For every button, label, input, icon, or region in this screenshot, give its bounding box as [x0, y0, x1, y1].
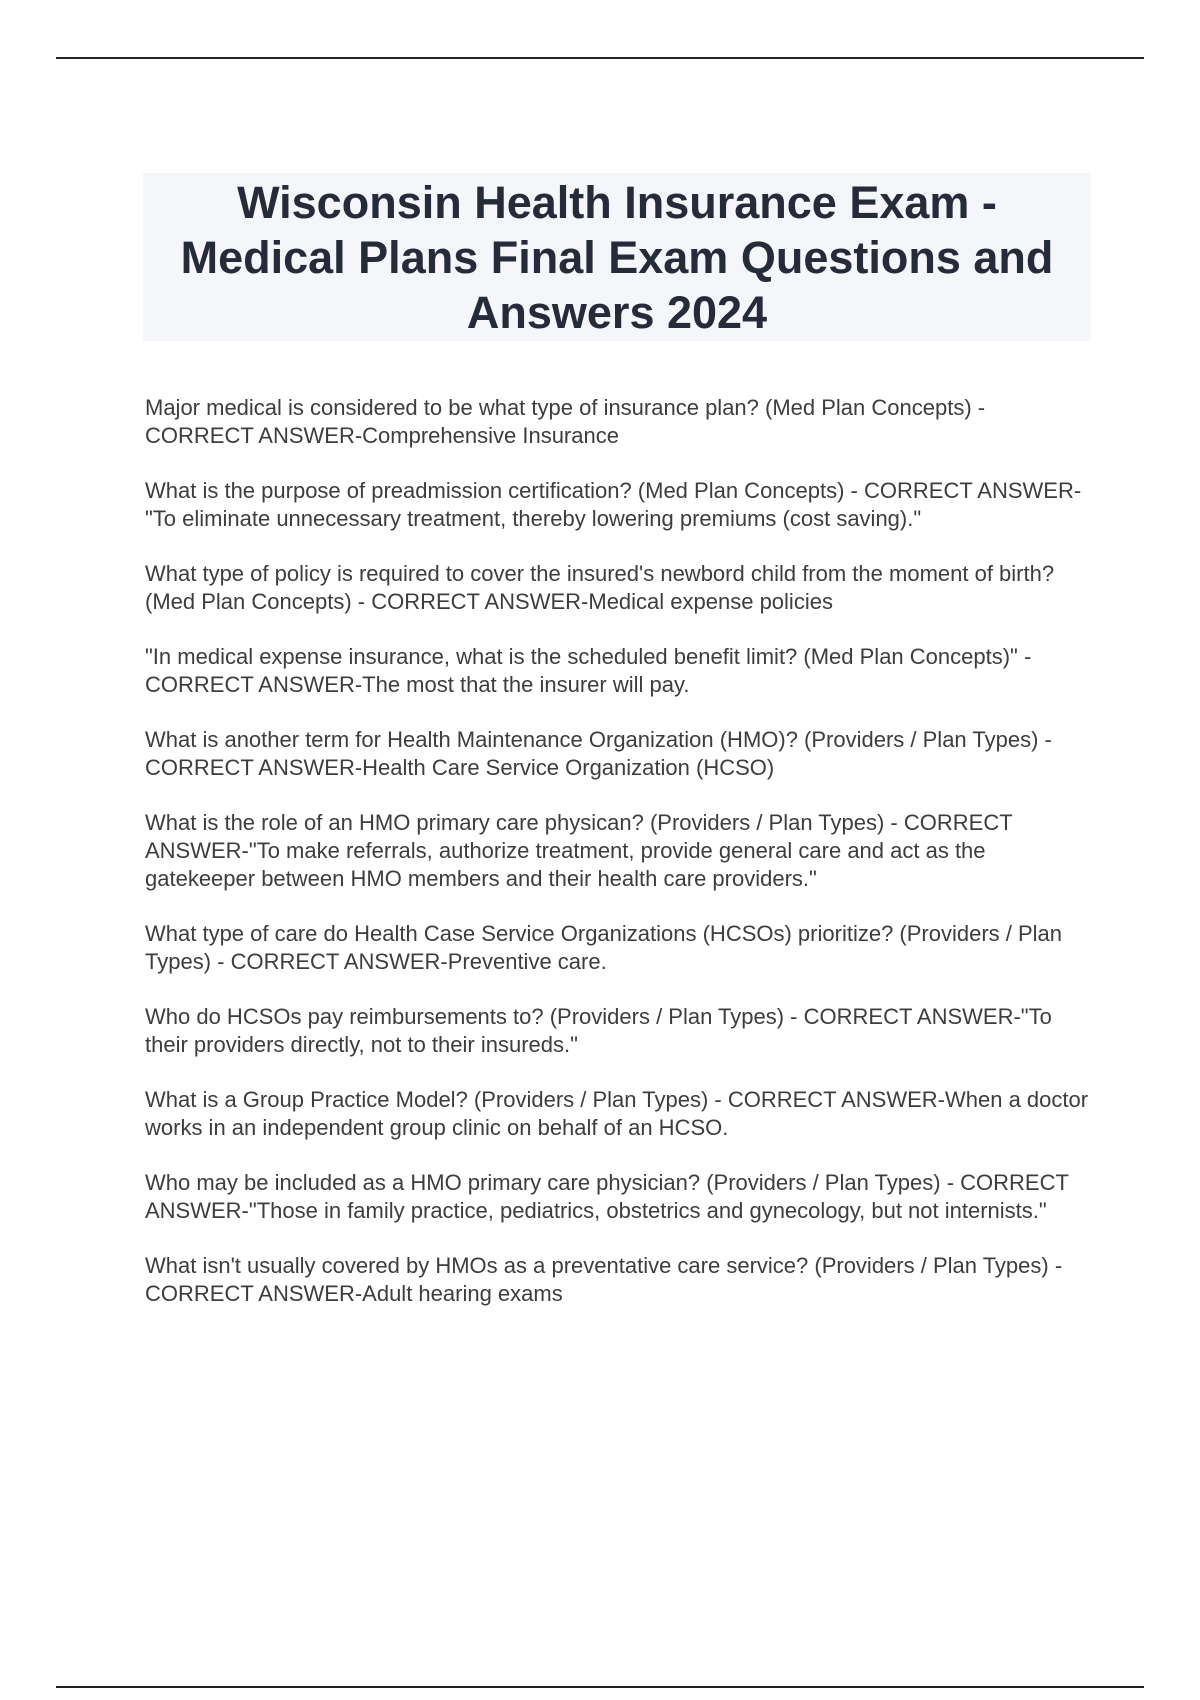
- question-answer-list: [145, 394, 1095, 1335]
- qa-item: What is another term for Health Maintenance Organization (HMO)? (Providers / Plan Types) - CORRECT ANSWER-Health Care Service Organization (HCSO): [145, 727, 1052, 780]
- qa-item: What type of policy is required to cover the insured's newbord child from the moment of birth? (Med Plan Concepts) - CORRECT ANSWER-Medical expense policies: [145, 561, 1055, 614]
- title-line-3: Answers 2024: [466, 286, 768, 338]
- title-line-2: Medical Plans Final Exam Questions and: [180, 231, 1054, 283]
- qa-item: Major medical is considered to be what type of insurance plan? (Med Plan Concepts) - CORRECT ANSWER-Comprehensive Insurance: [145, 395, 986, 448]
- document-title: [181, 175, 1054, 340]
- bottom-divider: [56, 1686, 1144, 1688]
- qa-item: What is a Group Practice Model? (Providers / Plan Types) - CORRECT ANSWER-When a doctor works in an independent group clinic on behalf of an HCSO.: [145, 1087, 1089, 1140]
- top-divider: [56, 57, 1144, 59]
- qa-item: What isn't usually covered by HMOs as a preventative care service? (Providers / Plan Types) - CORRECT ANSWER-Adult hearing exams: [145, 1253, 1063, 1306]
- qa-item: "In medical expense insurance, what is the scheduled benefit limit? (Med Plan Concepts)" - CORRECT ANSWER-The most that the insurer will pay.: [145, 644, 1032, 697]
- qa-item: What type of care do Health Case Service Organizations (HCSOs) prioritize? (Providers / Plan Types) - CORRECT ANSWER-Preventive care.: [145, 921, 1063, 974]
- qa-item: What is the role of an HMO primary care physican? (Providers / Plan Types) - CORRECT ANSWER-"To make referrals, authorize treatment, provide general care and act as the gatekeeper between HMO members and their health care providers.": [145, 810, 1013, 891]
- qa-item: Who may be included as a HMO primary care physician? (Providers / Plan Types) - CORRECT ANSWER-"Those in family practice, pediatrics, obstetrics and gynecology, but not internists.": [145, 1170, 1069, 1223]
- title-banner: [143, 173, 1091, 341]
- title-line-1: Wisconsin Health Insurance Exam -: [237, 176, 997, 228]
- qa-item: What is the purpose of preadmission certification? (Med Plan Concepts) - CORRECT ANSWER-"To eliminate unnecessary treatment, thereby lowering premiums (cost saving).": [145, 478, 1082, 531]
- qa-item: Who do HCSOs pay reimbursements to? (Providers / Plan Types) - CORRECT ANSWER-"To their providers directly, not to their insureds.": [145, 1004, 1052, 1057]
